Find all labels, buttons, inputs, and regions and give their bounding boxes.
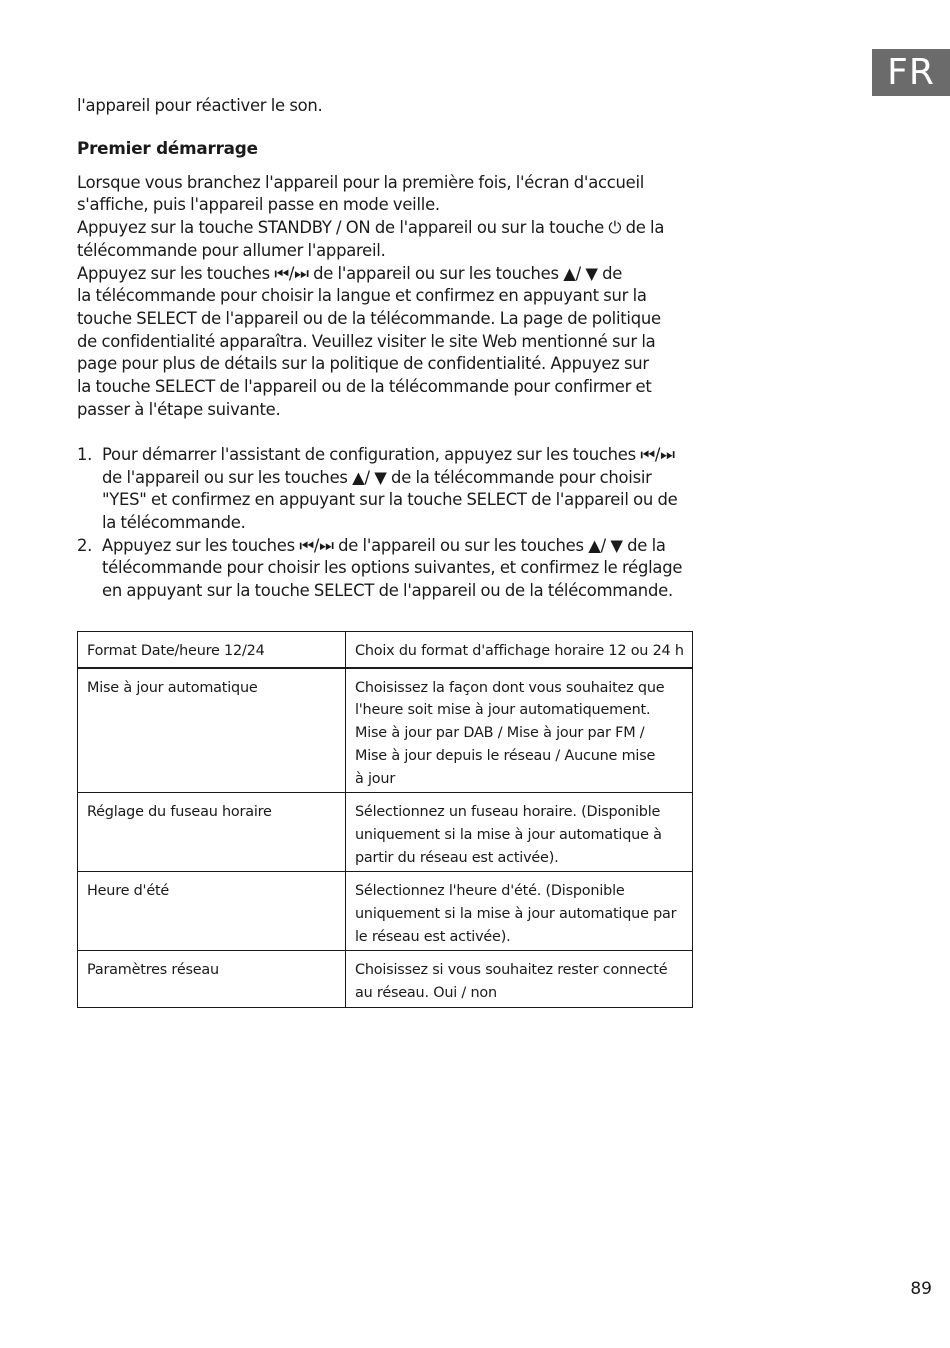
intro-paragraph xyxy=(77,172,697,422)
table-row xyxy=(78,632,693,668)
description-line: Mise à jour par DAB / Mise à jour par FM / xyxy=(355,725,645,742)
page-content xyxy=(77,95,697,603)
paragraph-line: Appuyez sur les touches ⏮/⏭ de l'appareil ou sur les touches ▲/ ▼ de xyxy=(77,263,623,283)
step-item xyxy=(77,535,697,603)
step-item xyxy=(77,444,697,535)
paragraph-line: Lorsque vous branchez l'appareil pour la première fois, l'écran d'accueil xyxy=(77,172,645,192)
step-number: 1. xyxy=(77,444,93,464)
setting-name: Heure d'été xyxy=(78,872,346,951)
description-line: partir du réseau est activée). xyxy=(355,849,559,866)
step-line: Pour démarrer l'assistant de configuration, appuyez sur les touches ⏮/⏭ xyxy=(102,444,675,464)
step-line: "YES" et confirmez en appuyant sur la touche SELECT de l'appareil ou de xyxy=(102,490,678,510)
paragraph-line: la touche SELECT de l'appareil ou de la télécommande pour confirmer et xyxy=(77,377,652,397)
step-line: la télécommande. xyxy=(102,513,246,533)
paragraph-line: touche SELECT de l'appareil ou de la télécommande. La page de politique xyxy=(77,308,661,328)
setting-description xyxy=(346,668,693,793)
description-line: à jour xyxy=(355,770,396,787)
step-line: télécommande pour choisir les options suivantes, et confirmez le réglage xyxy=(102,558,683,578)
description-line: l'heure soit mise à jour automatiquement. xyxy=(355,702,651,719)
table-row xyxy=(78,872,693,951)
setting-description xyxy=(346,872,693,951)
setting-description xyxy=(346,951,693,1007)
paragraph-line: s'affiche, puis l'appareil passe en mode veille. xyxy=(77,195,440,215)
table-row xyxy=(78,951,693,1007)
description-line: au réseau. Oui / non xyxy=(355,985,497,1002)
paragraph-line: Appuyez sur la touche STANDBY / ON de l'appareil ou sur la touche ⏻ de la xyxy=(77,218,665,238)
description-line: Choisissez si vous souhaitez rester connecté xyxy=(355,962,668,979)
step-number: 2. xyxy=(77,535,93,555)
setting-name: Format Date/heure 12/24 xyxy=(78,632,346,668)
intro-text: l'appareil pour réactiver le son. xyxy=(77,96,323,115)
step-line: de l'appareil ou sur les touches ▲/ ▼ de la télécommande pour choisir xyxy=(102,467,652,487)
setting-description xyxy=(346,632,693,668)
setting-description xyxy=(346,793,693,872)
language-tab: FR xyxy=(872,49,950,96)
step-line: en appuyant sur la touche SELECT de l'appareil ou de la télécommande. xyxy=(102,581,673,601)
setting-name: Mise à jour automatique xyxy=(78,668,346,793)
description-line: uniquement si la mise à jour automatique à xyxy=(355,826,662,843)
description-line: le réseau est activée). xyxy=(355,928,511,945)
description-line: Mise à jour depuis le réseau / Aucune mise xyxy=(355,747,656,764)
paragraph-line: passer à l'étape suivante. xyxy=(77,399,281,419)
page-number: 89 xyxy=(910,1279,932,1299)
description-line: Sélectionnez l'heure d'été. (Disponible xyxy=(355,883,625,900)
table-row xyxy=(78,668,693,793)
step-line: Appuyez sur les touches ⏮/⏭ de l'appareil ou sur les touches ▲/ ▼ de la xyxy=(102,535,666,555)
description-line: Choisissez la façon dont vous souhaitez que xyxy=(355,679,665,696)
section-heading: Premier démarrage xyxy=(77,137,258,158)
paragraph-line: page pour plus de détails sur la politique de confidentialité. Appuyez sur xyxy=(77,354,649,374)
setting-name: Paramètres réseau xyxy=(78,951,346,1007)
paragraph-line: télécommande pour allumer l'appareil. xyxy=(77,240,386,260)
description-line: Sélectionnez un fuseau horaire. (Disponible xyxy=(355,804,661,821)
table-row xyxy=(78,793,693,872)
paragraph-line: de confidentialité apparaîtra. Veuillez visiter le site Web mentionné sur la xyxy=(77,331,656,351)
description-line: uniquement si la mise à jour automatique par xyxy=(355,906,677,923)
steps-list xyxy=(77,444,697,603)
description-line: Choix du format d'affichage horaire 12 ou 24 h xyxy=(355,643,684,659)
settings-table xyxy=(77,631,693,1008)
paragraph-line: la télécommande pour choisir la langue et confirmez en appuyant sur la xyxy=(77,286,647,306)
setting-name: Réglage du fuseau horaire xyxy=(78,793,346,872)
